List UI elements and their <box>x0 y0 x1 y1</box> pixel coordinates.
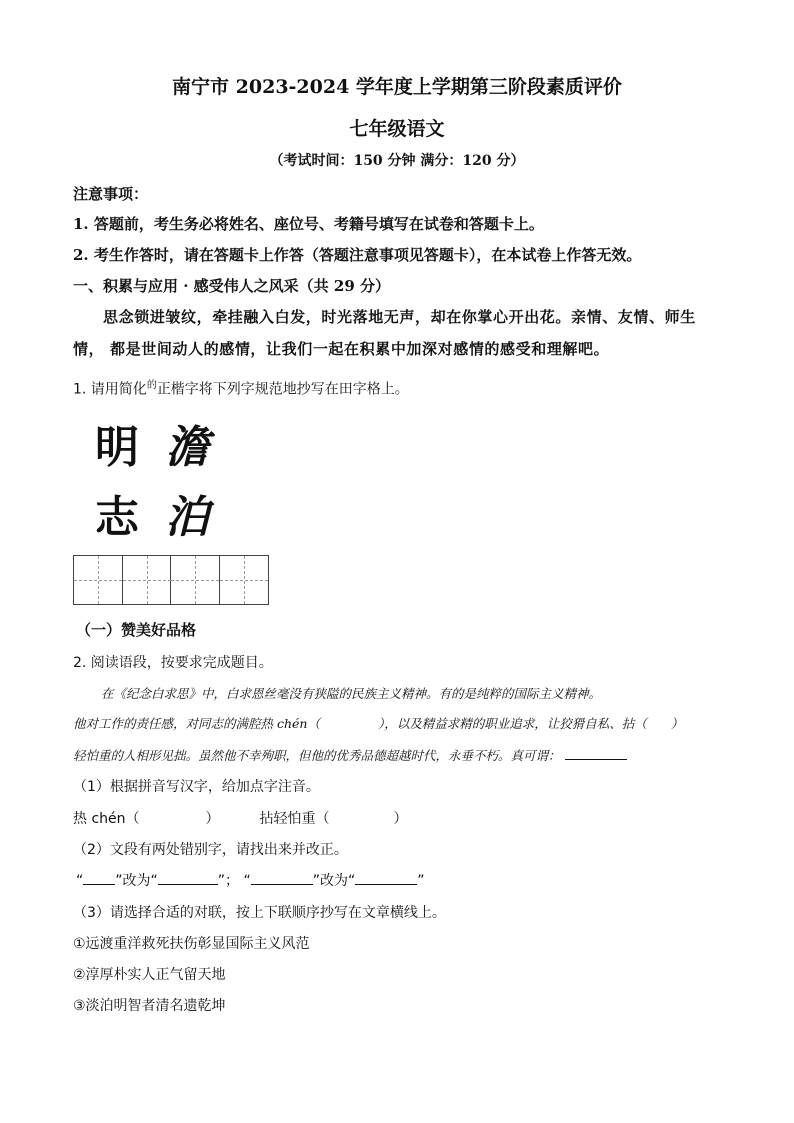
couplet-answer-blank[interactable] <box>565 745 627 760</box>
tianzige-cell[interactable] <box>123 556 172 604</box>
notes-item-2: 2. 考生作答时，请在答题卡上作答（答题注意事项见答题卡），在本试卷上作答无效。 <box>73 246 642 264</box>
couplet-option-1: ①远渡重洋救死扶伤彰显国际主义风范 <box>73 936 310 952</box>
calligraphy-char-1: 明 <box>95 422 139 473</box>
q1-prompt-a: 1. 请用简化 <box>73 381 147 398</box>
q2-para2-b: ），以及精益求精的职业追求，让狡猾自私、拈（ <box>377 716 647 731</box>
part-heading: （一）赞美好品格 <box>76 621 197 639</box>
tianzige-cell[interactable] <box>220 556 269 604</box>
q2-sub2-answers <box>76 870 425 890</box>
q2-sub3: （3）请选择合适的对联，按上下联顺序抄写在文章横线上。 <box>73 905 446 921</box>
tianzige-cell[interactable] <box>171 556 220 604</box>
sub2-text-3: ”改为“ <box>312 873 356 889</box>
sub2-quote-open: “ <box>76 873 84 889</box>
q2-sub1-answers <box>73 808 408 828</box>
page-subtitle: 七年级语文 <box>349 118 445 140</box>
couplet-option-2: ②淳厚朴实人正气留天地 <box>73 967 226 983</box>
sub1-nian-close: ） <box>393 811 408 827</box>
tianzige-cell[interactable] <box>74 556 123 604</box>
q2-paragraph-line2 <box>73 714 683 732</box>
section-intro-line2: 情， 都是世间动人的感情，让我们一起在积累中加深对感情的感受和理解吧。 <box>73 340 610 358</box>
notes-item-1: 1. 答题前，考生务必将姓名、座位号、考籍号填写在试卷和答题卡上。 <box>73 215 544 233</box>
sub2-correct-1-blank[interactable] <box>158 870 218 885</box>
q1-prompt-b: 正楷字将下列字规范地抄写在田字格上。 <box>156 381 409 398</box>
q2-paragraph-line3 <box>73 745 627 764</box>
sub2-correct-2-blank[interactable] <box>355 870 417 885</box>
q2-paragraph-line1: 在《纪念白求思》中，白求恩丝毫没有狭隘的民族主义精神。有的是纯粹的国际主义精神。 <box>101 686 602 701</box>
sub2-text-4: ” <box>417 873 425 889</box>
tianzige-grid[interactable] <box>73 555 269 605</box>
q1-prompt-sup: 的 <box>146 380 157 391</box>
q2-sub1: （1）根据拼音写汉字，给加点字注音。 <box>73 779 320 795</box>
q2-sub2: （2）文段有两处错别字，请找出来并改正。 <box>73 842 348 858</box>
q2-para3-text: 轻怕重的人相形见拙。虽然他不幸殉职，但他的优秀品德超越时代，永垂不朽。真可谓： <box>73 748 561 763</box>
q2-prompt: 2. 阅读语段，按要求完成题目。 <box>73 655 273 671</box>
q1-prompt <box>73 376 409 399</box>
sub1-chen-label: 热 chén（ <box>73 811 140 827</box>
q2-para2-a: 他对工作的责任感，对同志的满腔热 chén（ <box>73 716 320 731</box>
exam-info: （考试时间：150 分钟 满分：120 分） <box>269 153 525 169</box>
sub2-text-1: ”改为“ <box>115 873 158 889</box>
sub1-chen-close: ） <box>205 811 220 827</box>
sub2-text-2: ”； “ <box>217 873 251 889</box>
q2-para2-c: ） <box>670 716 684 731</box>
calligraphy-char-4: 泊 <box>165 492 209 543</box>
notes-heading: 注意事项： <box>73 185 149 203</box>
section-heading: 一、积累与应用 · 感受伟人之风采（共 29 分） <box>73 277 390 295</box>
sub2-wrong-1-blank[interactable] <box>83 870 115 885</box>
sub1-nian-label: 拈轻怕重（ <box>259 811 330 827</box>
calligraphy-char-3: 志 <box>95 492 139 543</box>
calligraphy-char-2: 澹 <box>165 422 209 473</box>
sub2-wrong-2-blank[interactable] <box>251 870 313 885</box>
section-intro-line1: 思念锁进皱纹，牵挂融入白发，时光落地无声，却在你掌心开出花。亲情、友情、师生 <box>103 308 696 326</box>
couplet-option-3: ③淡泊明智者清名遗乾坤 <box>73 998 226 1014</box>
page-title: 南宁市 2023-2024 学年度上学期第三阶段素质评价 <box>172 76 622 98</box>
